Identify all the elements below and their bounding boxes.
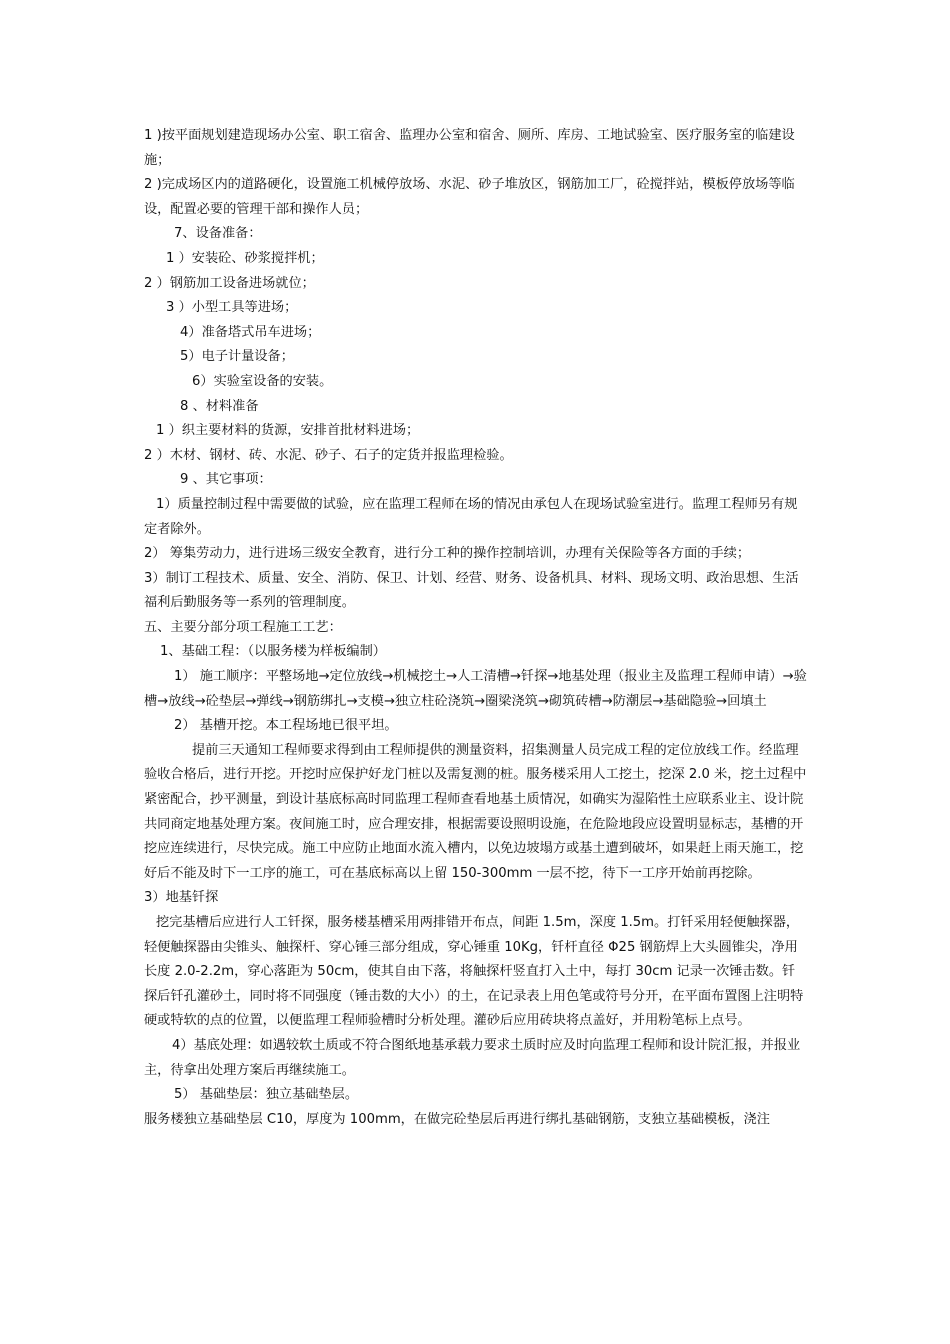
paragraph-cushion-layer: 服务楼独立基础垫层 C10，厚度为 100mm，在做完砼垫层后再进行绑扎基础钢筋，支独立基础模板，浇注 bbox=[144, 1111, 770, 1127]
paragraph-probing-details: 挖完基槽后应进行人工钎探，服务楼基槽采用两排错开布点，间距 1.5m，深度 1.5m。打钎采用轻便触探器，轻便触探器由尖锥头、触探杆、穿心锤三部分组成，穿心锤重 10Kg，钎杆直径 Φ25 钢筋焊上大头圆锥尖，净用长度 2.0-2.2m，穿心落距为 50cm，使其自由下落，将触探杆竖直打入土中，每打 30cm 记录一次锤击数。钎探后钎孔灌砂土，同时将不同强度（锤击数的大小）的土，在记录表上用色笔或符号分开，在平面布置图上注明特硬或特软的点的位置，以便监理工程师验槽时分析处理。灌砂后应用砖块将点盖好，并用粉笔标上点号。 bbox=[144, 915, 804, 1029]
subsection-heading: 5） 基础垫层：独立基础垫层。 bbox=[174, 1087, 359, 1103]
paragraph-excavation-details: 提前三天通知工程师要求得到由工程师提供的测量资料，招集测量人员完成工程的定位放线工作。经监理验收合格后，进行开挖。开挖时应保护好龙门桩以及需复测的桩。服务楼采用人工挖土，挖深 2.0 米，挖土过程中紧密配合，抄平测量，到设计基底标高时同监理工程师查看地基土质情况，如确实为湿陷性土应联系业主、设计院共同商定地基处理方案。夜间施工时，应合理安排，根据需要设照明设施，在危险地段应设置明显标志，基槽的开挖应连续进行，尽快完成。施工中应防止地面水流入槽内，以免边坡塌方或基土遭到破坏，如果赶上雨天施工，挖好后不能及时下一工序的施工，可在基底标高以上留 150-300mm 一层不挖，待下一工序开始前再挖除。 bbox=[144, 742, 807, 881]
paragraph-trench-excavation: 2） 基槽开挖。本工程场地已很平坦。 bbox=[174, 718, 398, 734]
list-item: 4）准备塔式吊车进场； bbox=[180, 324, 321, 340]
paragraph-construction-sequence: 1） 施工顺序：平整场地→定位放线→机械挖土→人工清槽→钎探→地基处理（报业主及监理工程师申请）→验槽→放线→砼垫层→弹线→钢筋绑扎→支模→独立柱砼浇筑→圈梁浇筑→砌筑砖槽→防潮层→基础隐验→回填土 bbox=[144, 669, 807, 709]
heading-other-matters: 9 、其它事项： bbox=[180, 472, 272, 488]
document-body bbox=[144, 124, 808, 1132]
subsection-heading: 3）地基钎探 bbox=[144, 890, 219, 906]
subsection-heading: 1、基础工程：（以服务楼为样板编制） bbox=[160, 644, 386, 660]
list-item: 5）电子计量设备； bbox=[180, 349, 294, 365]
heading-equipment-prep: 7、设备准备： bbox=[174, 226, 262, 242]
list-item: 1 ）织主要材料的货源，安排首批材料进场； bbox=[156, 423, 420, 439]
list-item: 2 ）木材、钢材、砖、水泥、砂子、石子的定货并报监理检验。 bbox=[144, 447, 513, 463]
list-item: 6）实验室设备的安装。 bbox=[192, 373, 333, 389]
list-item: 3）制订工程技术、质量、安全、消防、保卫、计划、经营、财务、设备机具、材料、现场文明、政治思想、生活福利后勤服务等一系列的管理制度。 bbox=[144, 570, 799, 611]
list-item: 1）质量控制过程中需要做的试验，应在监理工程师在场的情况由承包人在现场试验室进行。监理工程师另有规定者除外。 bbox=[144, 496, 798, 537]
paragraph-site-roads: 2 )完成场区内的道路硬化，设置施工机械停放场、水泥、砂子堆放区，钢筋加工厂，砼搅拌站，模板停放场等临设，配置必要的管理干部和操作人员； bbox=[144, 177, 795, 217]
heading-material-prep: 8 、材料准备 bbox=[180, 398, 259, 414]
paragraph-temp-facilities: 1 )按平面规划建造现场办公室、职工宿舍、监理办公室和宿舍、厕所、库房、工地试验室、医疗服务室的临建设施； bbox=[144, 128, 795, 168]
list-item: 2） 筹集劳动力，进行进场三级安全教育，进行分工种的操作控制培训，办理有关保险等各方面的手续； bbox=[144, 546, 751, 562]
paragraph-base-treatment: 4）基底处理：如遇较软土质或不符合图纸地基承载力要求土质时应及时向监理工程师和设计院汇报，并报业主，待拿出处理方案后再继续施工。 bbox=[144, 1037, 801, 1078]
list-item: 1 ）安装砼、砂浆搅拌机； bbox=[166, 250, 324, 266]
list-item: 2 ）钢筋加工设备进场就位； bbox=[144, 275, 315, 291]
section-heading: 五、主要分部分项工程施工工艺： bbox=[144, 619, 342, 635]
list-item: 3 ）小型工具等进场； bbox=[166, 300, 298, 316]
